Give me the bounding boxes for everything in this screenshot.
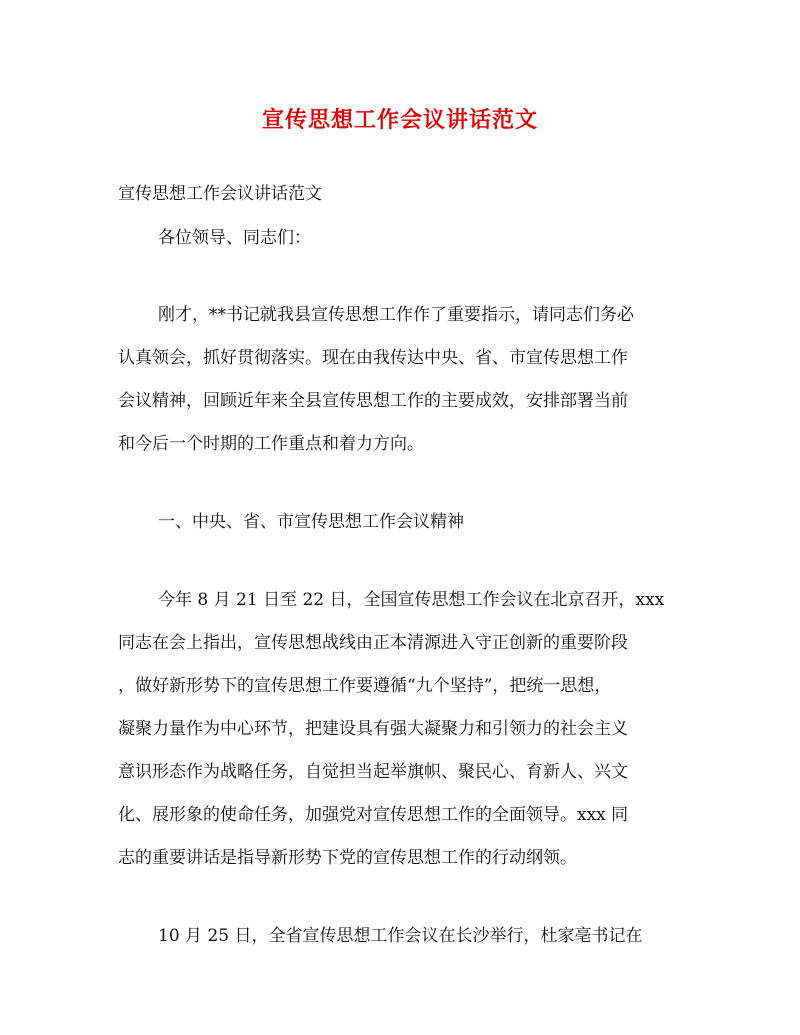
paragraph-line: 认真领会，抓好贯彻落实。现在由我传达中央、省、市宣传思想工作 [118, 348, 628, 368]
paragraph-line: 今年 8 月 21 日至 22 日，全国宣传思想工作会议在北京召开，xxx [158, 590, 665, 610]
paragraph-line: 凝聚力量作为中心环节，把建设具有强大凝聚力和引领力的社会主义 [118, 719, 628, 739]
paragraph-line: 化、展形象的使命任务，加强党对宣传思想工作的全面领导。xxx 同 [118, 805, 629, 825]
document-title: 宣传思想工作会议讲话范文 [261, 107, 538, 133]
paragraph-line: 10 月 25 日，全省宣传思想工作会议在长沙举行，杜家亳书记在 [158, 926, 643, 946]
paragraph-line: 志的重要讲话是指导新形势下党的宣传思想工作的行动纲领。 [118, 848, 577, 868]
paragraph-line: 意识形态作为战略任务，自觉担当起举旗帜、聚民心、育新人、兴文 [118, 762, 628, 782]
section-heading: 一、中央、省、市宣传思想工作会议精神 [158, 512, 464, 532]
paragraph-line: ，做好新形势下的宣传思想工作要遵循“九个坚持”，把统一思想， [118, 676, 612, 696]
paragraph-line: 和今后一个时期的工作重点和着力方向。 [118, 434, 424, 454]
subtitle-line: 宣传思想工作会议讲话范文 [118, 184, 322, 204]
salutation-line: 各位领导、同志们： [158, 228, 311, 248]
paragraph-line: 会议精神，回顾近年来全县宣传思想工作的主要成效，安排部署当前 [118, 391, 628, 411]
paragraph-line: 刚才，**书记就我县宣传思想工作作了重要指示，请同志们务必 [158, 305, 634, 325]
paragraph-line: 同志在会上指出，宣传思想战线由正本清源进入守正创新的重要阶段 [118, 633, 628, 653]
